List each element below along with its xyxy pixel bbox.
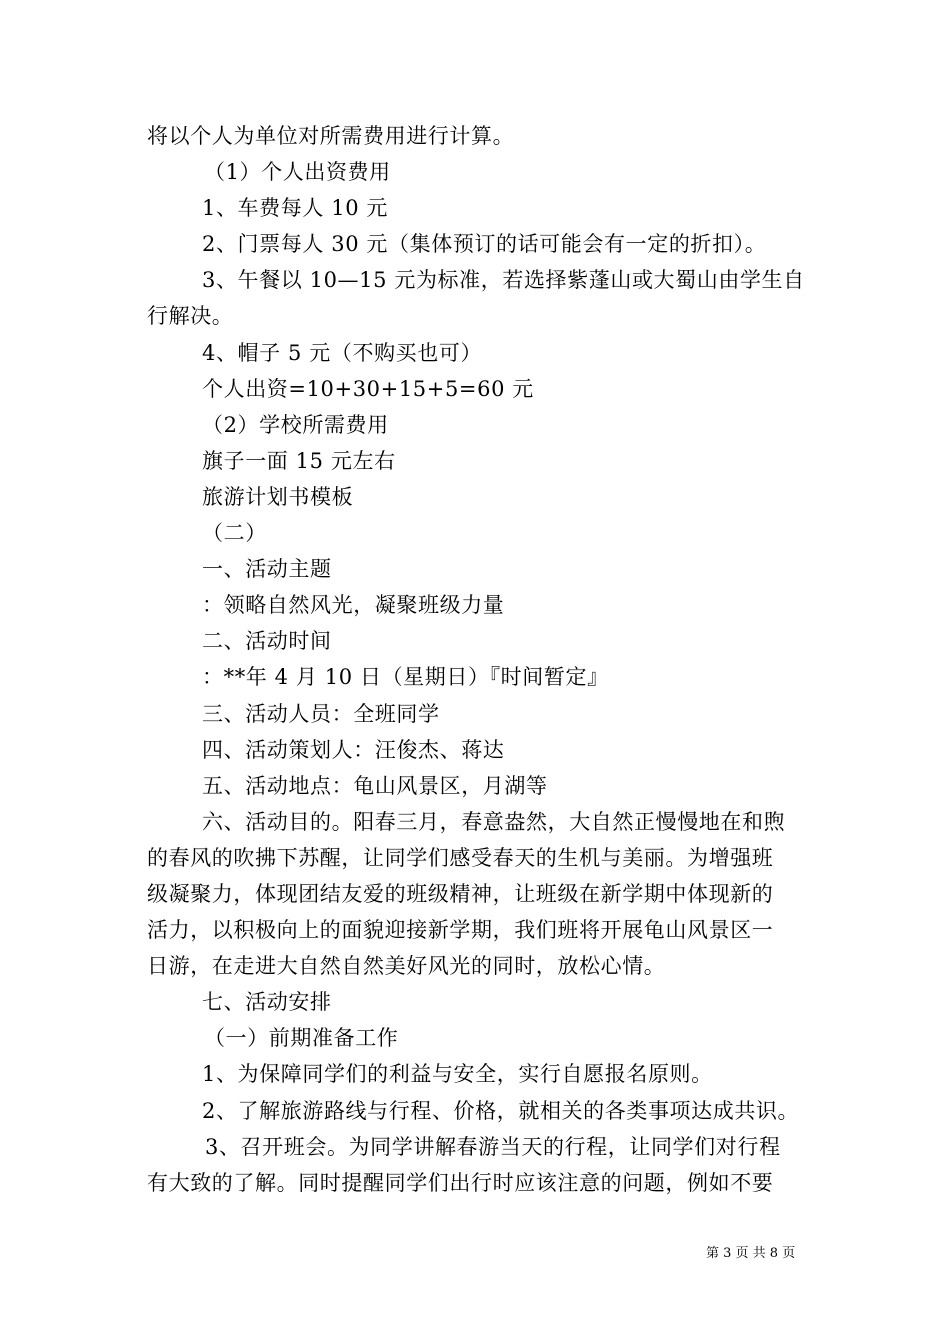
- text-line: 3、召开班会。为同学讲解春游当天的行程，让同学们对行程: [205, 1134, 781, 1159]
- text-line: 旅游计划书模板: [202, 484, 354, 509]
- text-line: 1、车费每人 10 元: [202, 196, 389, 221]
- text-line: （二）: [202, 521, 267, 546]
- text-line: 日游，在走进大自然自然美好风光的同时，放松心情。: [147, 954, 666, 979]
- text-line: ：领略自然风光，凝聚班级力量: [202, 593, 505, 618]
- text-line: （一）前期准备工作: [204, 1026, 399, 1051]
- page-number: 第 3 页 共 8 页: [706, 1246, 796, 1261]
- text-line: （1）个人出资费用: [204, 160, 391, 185]
- text-line: 有大致的了解。同时提醒同学们出行时应该注意的问题，例如不要: [147, 1170, 774, 1195]
- text-line: 七、活动安排: [202, 990, 332, 1015]
- text-line: 行解决。: [147, 304, 234, 329]
- text-line: 的春风的吹拂下苏醒，让同学们感受春天的生机与美丽。为增强班: [147, 845, 774, 870]
- text-line: 3、午餐以 10—15 元为标准，若选择紫蓬山或大蜀山由学生自: [202, 268, 805, 293]
- text-line: ：**年 4 月 10 日（星期日）『时间暂定』: [202, 665, 609, 690]
- text-line: 4、帽子 5 元（不购买也可）: [202, 340, 483, 365]
- text-line: 旗子一面 15 元左右: [202, 448, 396, 473]
- text-line: 2、了解旅游路线与行程、价格，就相关的各类事项达成共识。: [202, 1098, 800, 1123]
- text-line: （2）学校所需费用: [202, 412, 389, 437]
- text-line: 五、活动地点：龟山风景区，月湖等: [202, 773, 548, 798]
- text-line: 三、活动人员：全班同学: [202, 701, 440, 726]
- text-line: 2、门票每人 30 元（集体预订的话可能会有一定的折扣）。: [202, 232, 767, 257]
- text-line: 级凝聚力，体现团结友爱的班级精神，让班级在新学期中体现新的: [147, 881, 774, 906]
- text-line: 个人出资=10+30+15+5=60 元: [202, 376, 534, 401]
- text-line: 一、活动主题: [202, 557, 332, 582]
- text-line: 四、活动策划人：汪俊杰、蒋达: [202, 737, 505, 762]
- text-line: 六、活动目的。阳春三月，春意盎然，大自然正慢慢地在和煦: [202, 809, 786, 834]
- text-line: 活力，以积极向上的面貌迎接新学期，我们班将开展龟山风景区一: [147, 918, 774, 943]
- body-text: [147, 118, 812, 1201]
- text-line: 将以个人为单位对所需费用进行计算。: [147, 124, 515, 148]
- text-line: 1、为保障同学们的利益与安全，实行自愿报名原则。: [202, 1062, 713, 1087]
- text-line: 二、活动时间: [202, 629, 332, 654]
